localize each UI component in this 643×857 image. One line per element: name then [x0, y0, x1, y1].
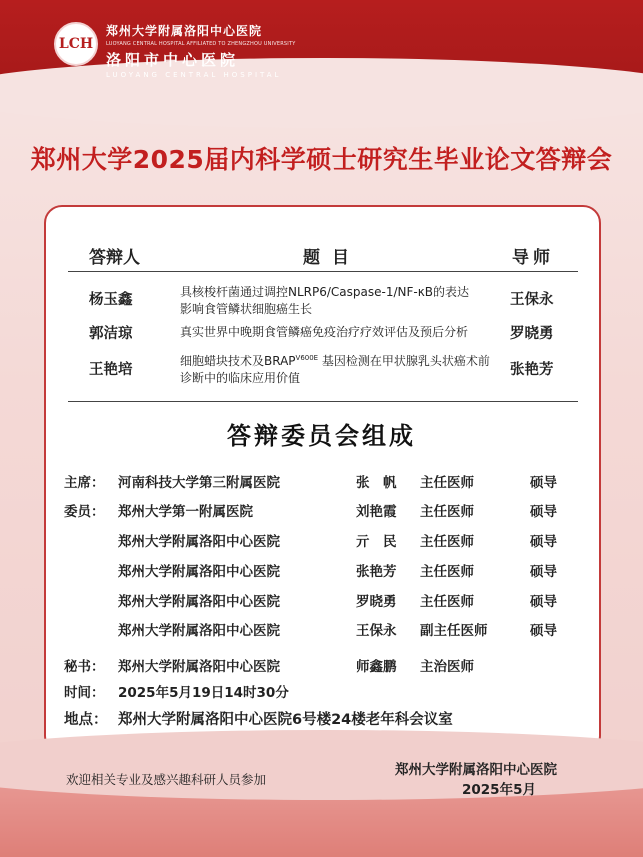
member-degree: 硕导	[530, 504, 557, 520]
defender-name: 郭洁琼	[89, 326, 133, 342]
logo-line2-en: LUOYANG CENTRAL HOSPITAL	[106, 71, 282, 79]
chair-degree: 硕导	[530, 475, 557, 491]
signature-org: 郑州大学附属洛阳中心医院	[395, 762, 557, 778]
thesis-topic-line: 影响食管鳞状细胞癌生长	[180, 302, 313, 316]
member-title: 副主任医师	[420, 623, 488, 639]
event-time: 2025年5月19日14时30分	[118, 685, 289, 701]
secretary-title: 主治医师	[420, 659, 474, 675]
member-person: 刘艳霞	[356, 504, 397, 520]
members-label: 委员：	[64, 504, 105, 520]
welcome-text: 欢迎相关专业及感兴趣科研人员参加	[66, 772, 267, 787]
topic-part: 基因检测在甲状腺乳头状癌术前	[318, 354, 490, 368]
member-title: 主任医师	[420, 504, 474, 520]
member-degree: 硕导	[530, 594, 557, 610]
chair-title: 主任医师	[420, 475, 474, 491]
defender-name: 王艳培	[89, 362, 133, 378]
topic-part: 细胞蜡块技术及BRAP	[180, 354, 296, 368]
event-place: 郑州大学附属洛阳中心医院6号楼24楼老年科会议室	[118, 712, 453, 728]
member-person: 王保永	[356, 623, 397, 639]
secretary-person: 师鑫鹏	[356, 659, 397, 675]
member-person: 罗晓勇	[356, 594, 397, 610]
member-org: 郑州大学附属洛阳中心医院	[118, 623, 280, 639]
thesis-topic-line: 具核梭杆菌通过调控NLRP6/Caspase-1/NF-κB的表达	[180, 285, 470, 299]
secretary-label: 秘书：	[64, 659, 105, 675]
header-defender: 答辩人	[89, 248, 140, 268]
time-label: 时间：	[64, 685, 105, 701]
member-title: 主任医师	[420, 534, 474, 550]
member-org: 郑州大学第一附属医院	[118, 504, 253, 520]
chair-person: 张 帆	[356, 475, 397, 491]
table-rule-top	[68, 271, 578, 272]
logo-mark: LCH	[54, 22, 98, 66]
logo-line1: 郑州大学附属洛阳中心医院	[106, 24, 263, 38]
member-degree: 硕导	[530, 564, 557, 580]
thesis-topic-line: 真实世界中晚期食管鳞癌免疫治疗疗效评估及预后分析	[180, 325, 469, 339]
member-degree: 硕导	[530, 534, 557, 550]
thesis-topic-line: 诊断中的临床应用价值	[180, 371, 301, 385]
place-label: 地点：	[64, 712, 108, 728]
logo-line1-en: LUOYANG CENTRAL HOSPITAL AFFILIATED TO ZHENGZHOU UNIVERSITY	[106, 41, 296, 47]
logo-line2: 洛阳市中心医院	[106, 51, 240, 69]
member-org: 郑州大学附属洛阳中心医院	[118, 534, 280, 550]
thesis-topic	[180, 284, 500, 318]
committee-title: 答辩委员会组成	[227, 422, 416, 450]
advisor-name: 张艳芳	[510, 362, 554, 378]
page-title: 郑州大学2025届内科学硕士研究生毕业论文答辩会	[30, 145, 613, 174]
gene-variant: V600E	[295, 354, 319, 362]
thesis-topic	[180, 350, 500, 387]
signature-date: 2025年5月	[462, 782, 536, 798]
member-person: 张艳芳	[356, 564, 397, 580]
chair-label: 主席：	[64, 475, 105, 491]
advisor-name: 罗晓勇	[510, 326, 554, 342]
defender-name: 杨玉鑫	[89, 292, 133, 308]
advisor-name: 王保永	[510, 292, 554, 308]
member-org: 郑州大学附属洛阳中心医院	[118, 594, 280, 610]
header-topic: 题目	[303, 248, 361, 268]
table-rule-bottom	[68, 401, 578, 402]
logo-text	[106, 22, 295, 79]
secretary-org: 郑州大学附属洛阳中心医院	[118, 659, 280, 675]
member-title: 主任医师	[420, 564, 474, 580]
member-degree: 硕导	[530, 623, 557, 639]
member-title: 主任医师	[420, 594, 474, 610]
member-person: 亓 民	[356, 534, 397, 550]
chair-org: 河南科技大学第三附属医院	[118, 475, 280, 491]
header-advisor: 导师	[512, 248, 554, 268]
thesis-topic-line	[180, 350, 500, 370]
hospital-logo	[54, 22, 295, 79]
thesis-topic	[180, 324, 500, 341]
member-org: 郑州大学附属洛阳中心医院	[118, 564, 280, 580]
